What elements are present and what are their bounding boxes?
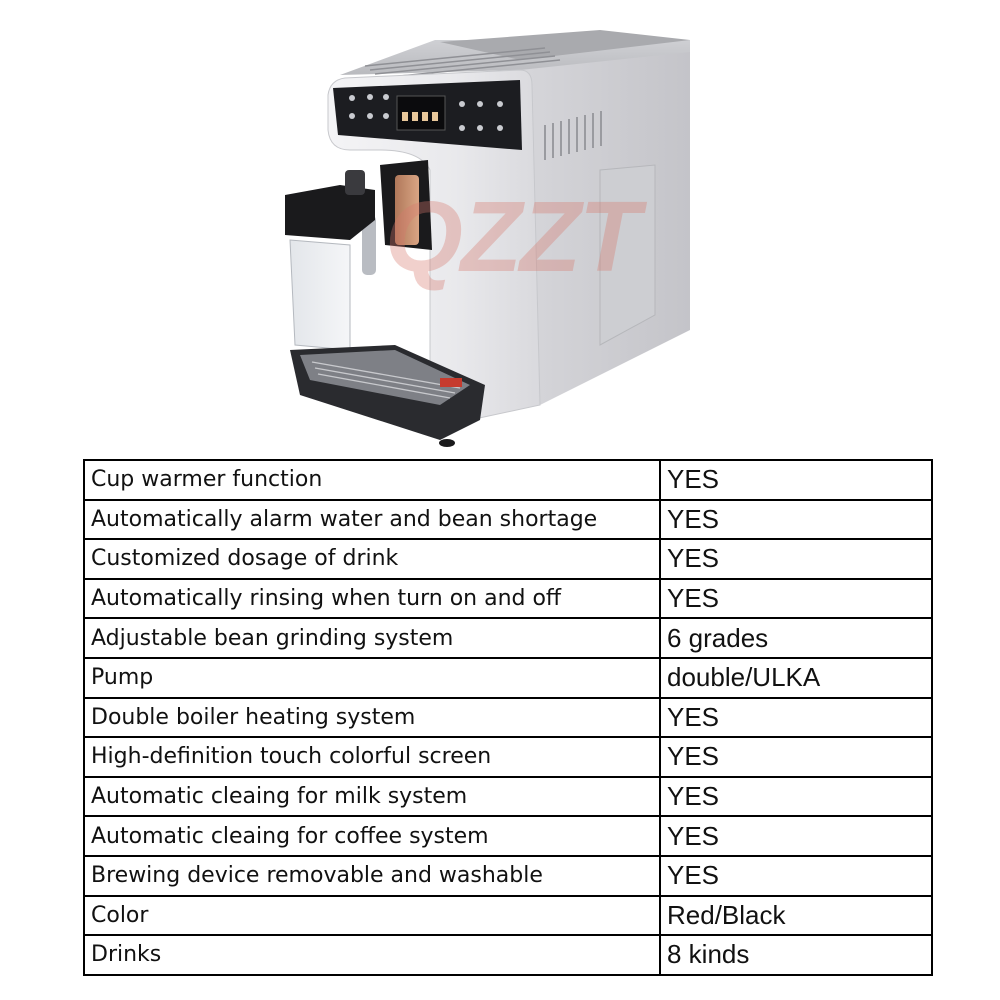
- value-cell: YES: [660, 539, 932, 579]
- watermark-logo: QZZT: [385, 181, 639, 293]
- feature-cell: Pump: [84, 658, 660, 698]
- value-cell: YES: [660, 737, 932, 777]
- table-row: [84, 658, 932, 698]
- value-cell: double/ULKA: [660, 658, 932, 698]
- feature-cell: Brewing device removable and washable: [84, 856, 660, 896]
- feature-cell: Automatic cleaing for milk system: [84, 777, 660, 817]
- table-row: [84, 539, 932, 579]
- feature-cell: Automatic cleaing for coffee system: [84, 816, 660, 856]
- table-row: [84, 777, 932, 817]
- value-cell: Red/Black: [660, 896, 932, 936]
- feature-cell: High-definition touch colorful screen: [84, 737, 660, 777]
- feature-cell: Drinks: [84, 935, 660, 975]
- value-cell: YES: [660, 698, 932, 738]
- table-row: [84, 896, 932, 936]
- product-photo: [0, 0, 1000, 455]
- table-row: [84, 698, 932, 738]
- value-cell: YES: [660, 856, 932, 896]
- value-cell: YES: [660, 579, 932, 619]
- value-cell: YES: [660, 500, 932, 540]
- feature-cell: Color: [84, 896, 660, 936]
- table-row: [84, 737, 932, 777]
- feature-cell: Double boiler heating system: [84, 698, 660, 738]
- table-row: [84, 579, 932, 619]
- feature-cell: Adjustable bean grinding system: [84, 618, 660, 658]
- value-cell: YES: [660, 777, 932, 817]
- feature-cell: Automatically rinsing when turn on and off: [84, 579, 660, 619]
- value-cell: YES: [660, 460, 932, 500]
- feature-cell: Cup warmer function: [84, 460, 660, 500]
- feature-cell: Customized dosage of drink: [84, 539, 660, 579]
- feature-cell: Automatically alarm water and bean shortage: [84, 500, 660, 540]
- table-row: [84, 618, 932, 658]
- table-row: [84, 856, 932, 896]
- value-cell: YES: [660, 816, 932, 856]
- value-cell: 6 grades: [660, 618, 932, 658]
- table-row: [84, 935, 932, 975]
- table-row: [84, 460, 932, 500]
- spec-table: [83, 459, 933, 976]
- table-row: [84, 500, 932, 540]
- table-row: [84, 816, 932, 856]
- value-cell: 8 kinds: [660, 935, 932, 975]
